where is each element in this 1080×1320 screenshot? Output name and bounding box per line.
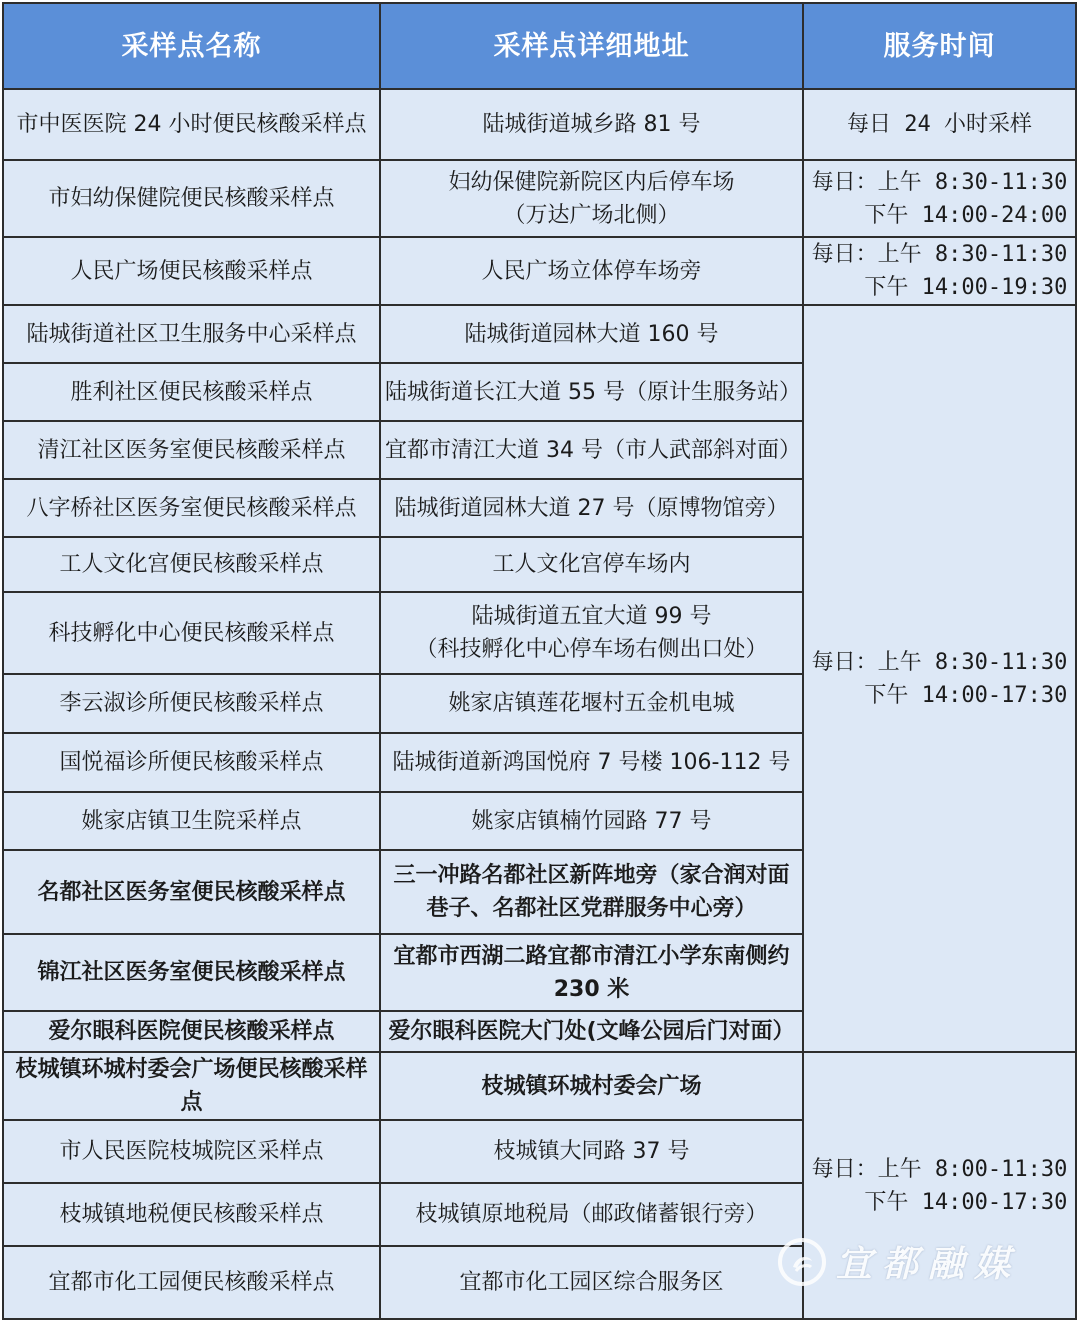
- site-name-cell: 人民广场便民核酸采样点: [3, 237, 380, 305]
- address-line: 三一冲路名都社区新阵地旁（家合润对面: [393, 863, 790, 888]
- site-name-cell: 工人文化宫便民核酸采样点: [3, 537, 380, 592]
- service-time-cell: [803, 237, 1076, 305]
- site-name-cell: 市中医医院 24 小时便民核酸采样点: [3, 89, 380, 160]
- address-line: 枝城镇原地税局（邮政储蓄银行旁）: [415, 1202, 768, 1227]
- address-line: 陆城街道新鸿国悦府 7 号楼 106-112 号: [392, 750, 791, 775]
- watermark-text: 宜都融媒: [836, 1243, 1021, 1285]
- address-line: 宜都市化工园区综合服务区: [459, 1270, 724, 1295]
- time-block: [812, 238, 1068, 304]
- address-line: 枝城镇环城村委会广场: [481, 1073, 702, 1099]
- site-name-cell: 胜利社区便民核酸采样点: [3, 363, 380, 421]
- time-line: 每日：上午 8:00-11:30: [811, 1156, 1068, 1182]
- site-address-cell: [380, 305, 803, 363]
- header-site-name: 采样点名称: [3, 3, 380, 89]
- time-line: 下午 14:00-17:30: [864, 1189, 1068, 1215]
- site-name-cell: 八字桥社区医务室便民核酸采样点: [3, 479, 380, 537]
- time-line: 每日 24 小时采样: [847, 112, 1032, 137]
- table-row: [3, 305, 1076, 363]
- site-address-cell: [380, 237, 803, 305]
- site-name-cell: 陆城街道社区卫生服务中心采样点: [3, 305, 380, 363]
- time-line: 下午 14:00-19:30: [864, 275, 1068, 300]
- site-address-cell: [380, 363, 803, 421]
- address-line: 巷子、名都社区党群服务中心旁）: [426, 896, 757, 921]
- site-address-cell: [380, 1183, 803, 1246]
- site-address-cell: [380, 934, 803, 1011]
- address-line: 宜都市清江大道 34 号（市人武部斜对面）: [385, 437, 801, 463]
- site-address-cell: [380, 537, 803, 592]
- site-address-cell: [380, 160, 803, 237]
- header-site-address: 采样点详细地址: [380, 3, 803, 89]
- table-header-row: [3, 3, 1076, 89]
- address-line: 陆城街道城乡路 81 号: [482, 112, 701, 137]
- address-line: 宜都市西湖二路宜都市清江小学东南侧约: [393, 943, 790, 969]
- header-service-time: 服务时间: [803, 3, 1076, 89]
- service-time-cell: [803, 305, 1076, 1052]
- site-name-cell: 市妇幼保健院便民核酸采样点: [3, 160, 380, 237]
- site-address-cell: [380, 733, 803, 792]
- site-address-cell: [380, 674, 803, 733]
- time-line: 下午 14:00-17:30: [864, 682, 1068, 708]
- time-line: 每日：上午 8:30-11:30: [811, 242, 1068, 267]
- service-time-cell: [803, 89, 1076, 160]
- table-row: [3, 160, 1076, 237]
- address-line: 人民广场立体停车场旁: [481, 258, 702, 284]
- site-name-cell: 锦江社区医务室便民核酸采样点: [3, 934, 380, 1011]
- site-name-cell: 爱尔眼科医院便民核酸采样点: [3, 1011, 380, 1052]
- table-row: [3, 237, 1076, 305]
- address-line: （科技孵化中心停车场右侧出口处）: [415, 637, 768, 662]
- address-line: 陆城街道园林大道 27 号（原博物馆旁）: [394, 495, 789, 521]
- address-line: （万达广场北侧）: [503, 202, 680, 228]
- address-line: 230 米: [553, 976, 630, 1002]
- time-line: 每日：上午 8:30-11:30: [811, 169, 1068, 195]
- site-name-cell: 名都社区医务室便民核酸采样点: [3, 850, 380, 934]
- service-time-cell: [803, 160, 1076, 237]
- time-line: 下午 14:00-24:00: [864, 202, 1068, 228]
- site-name-cell: 姚家店镇卫生院采样点: [3, 792, 380, 850]
- address-line: 妇幼保健院新院区内后停车场: [448, 169, 735, 195]
- site-address-cell: [380, 479, 803, 537]
- site-address-cell: [380, 592, 803, 674]
- site-address-cell: [380, 421, 803, 479]
- table-row: [3, 1052, 1076, 1120]
- address-line: 陆城街道园林大道 160 号: [464, 321, 719, 347]
- address-line: 工人文化宫停车场内: [492, 552, 691, 577]
- site-name-cell: 宜都市化工园便民核酸采样点: [3, 1246, 380, 1319]
- address-line: 陆城街道五宜大道 99 号: [471, 604, 712, 629]
- table-row: [3, 89, 1076, 160]
- time-block: [812, 646, 1068, 712]
- site-name-cell: 清江社区医务室便民核酸采样点: [3, 421, 380, 479]
- address-line: 姚家店镇莲花堰村五金机电城: [448, 691, 735, 716]
- time-line: 每日：上午 8:30-11:30: [811, 649, 1068, 675]
- site-address-cell: [380, 89, 803, 160]
- sampling-points-table: [2, 2, 1077, 1320]
- address-line: 枝城镇大同路 37 号: [493, 1139, 690, 1164]
- time-block: [812, 166, 1068, 232]
- service-time-cell: [803, 1052, 1076, 1319]
- site-name-cell: 李云淑诊所便民核酸采样点: [3, 674, 380, 733]
- time-block: [812, 1153, 1068, 1219]
- site-name-cell: 枝城镇环城村委会广场便民核酸采样点: [3, 1052, 380, 1120]
- site-name-cell: 市人民医院枝城院区采样点: [3, 1120, 380, 1183]
- site-address-cell: [380, 1120, 803, 1183]
- address-line: 姚家店镇楠竹园路 77 号: [471, 808, 712, 834]
- address-line: 陆城街道长江大道 55 号（原计生服务站）: [385, 379, 801, 405]
- site-address-cell: [380, 850, 803, 934]
- site-address-cell: [380, 1052, 803, 1120]
- site-name-cell: 国悦福诊所便民核酸采样点: [3, 733, 380, 792]
- site-address-cell: [380, 1011, 803, 1052]
- site-name-cell: 枝城镇地税便民核酸采样点: [3, 1183, 380, 1246]
- site-name-cell: 科技孵化中心便民核酸采样点: [3, 592, 380, 674]
- site-address-cell: [380, 792, 803, 850]
- site-address-cell: [380, 1246, 803, 1319]
- address-line: 爱尔眼科医院大门处(文峰公园后门对面）: [388, 1019, 795, 1044]
